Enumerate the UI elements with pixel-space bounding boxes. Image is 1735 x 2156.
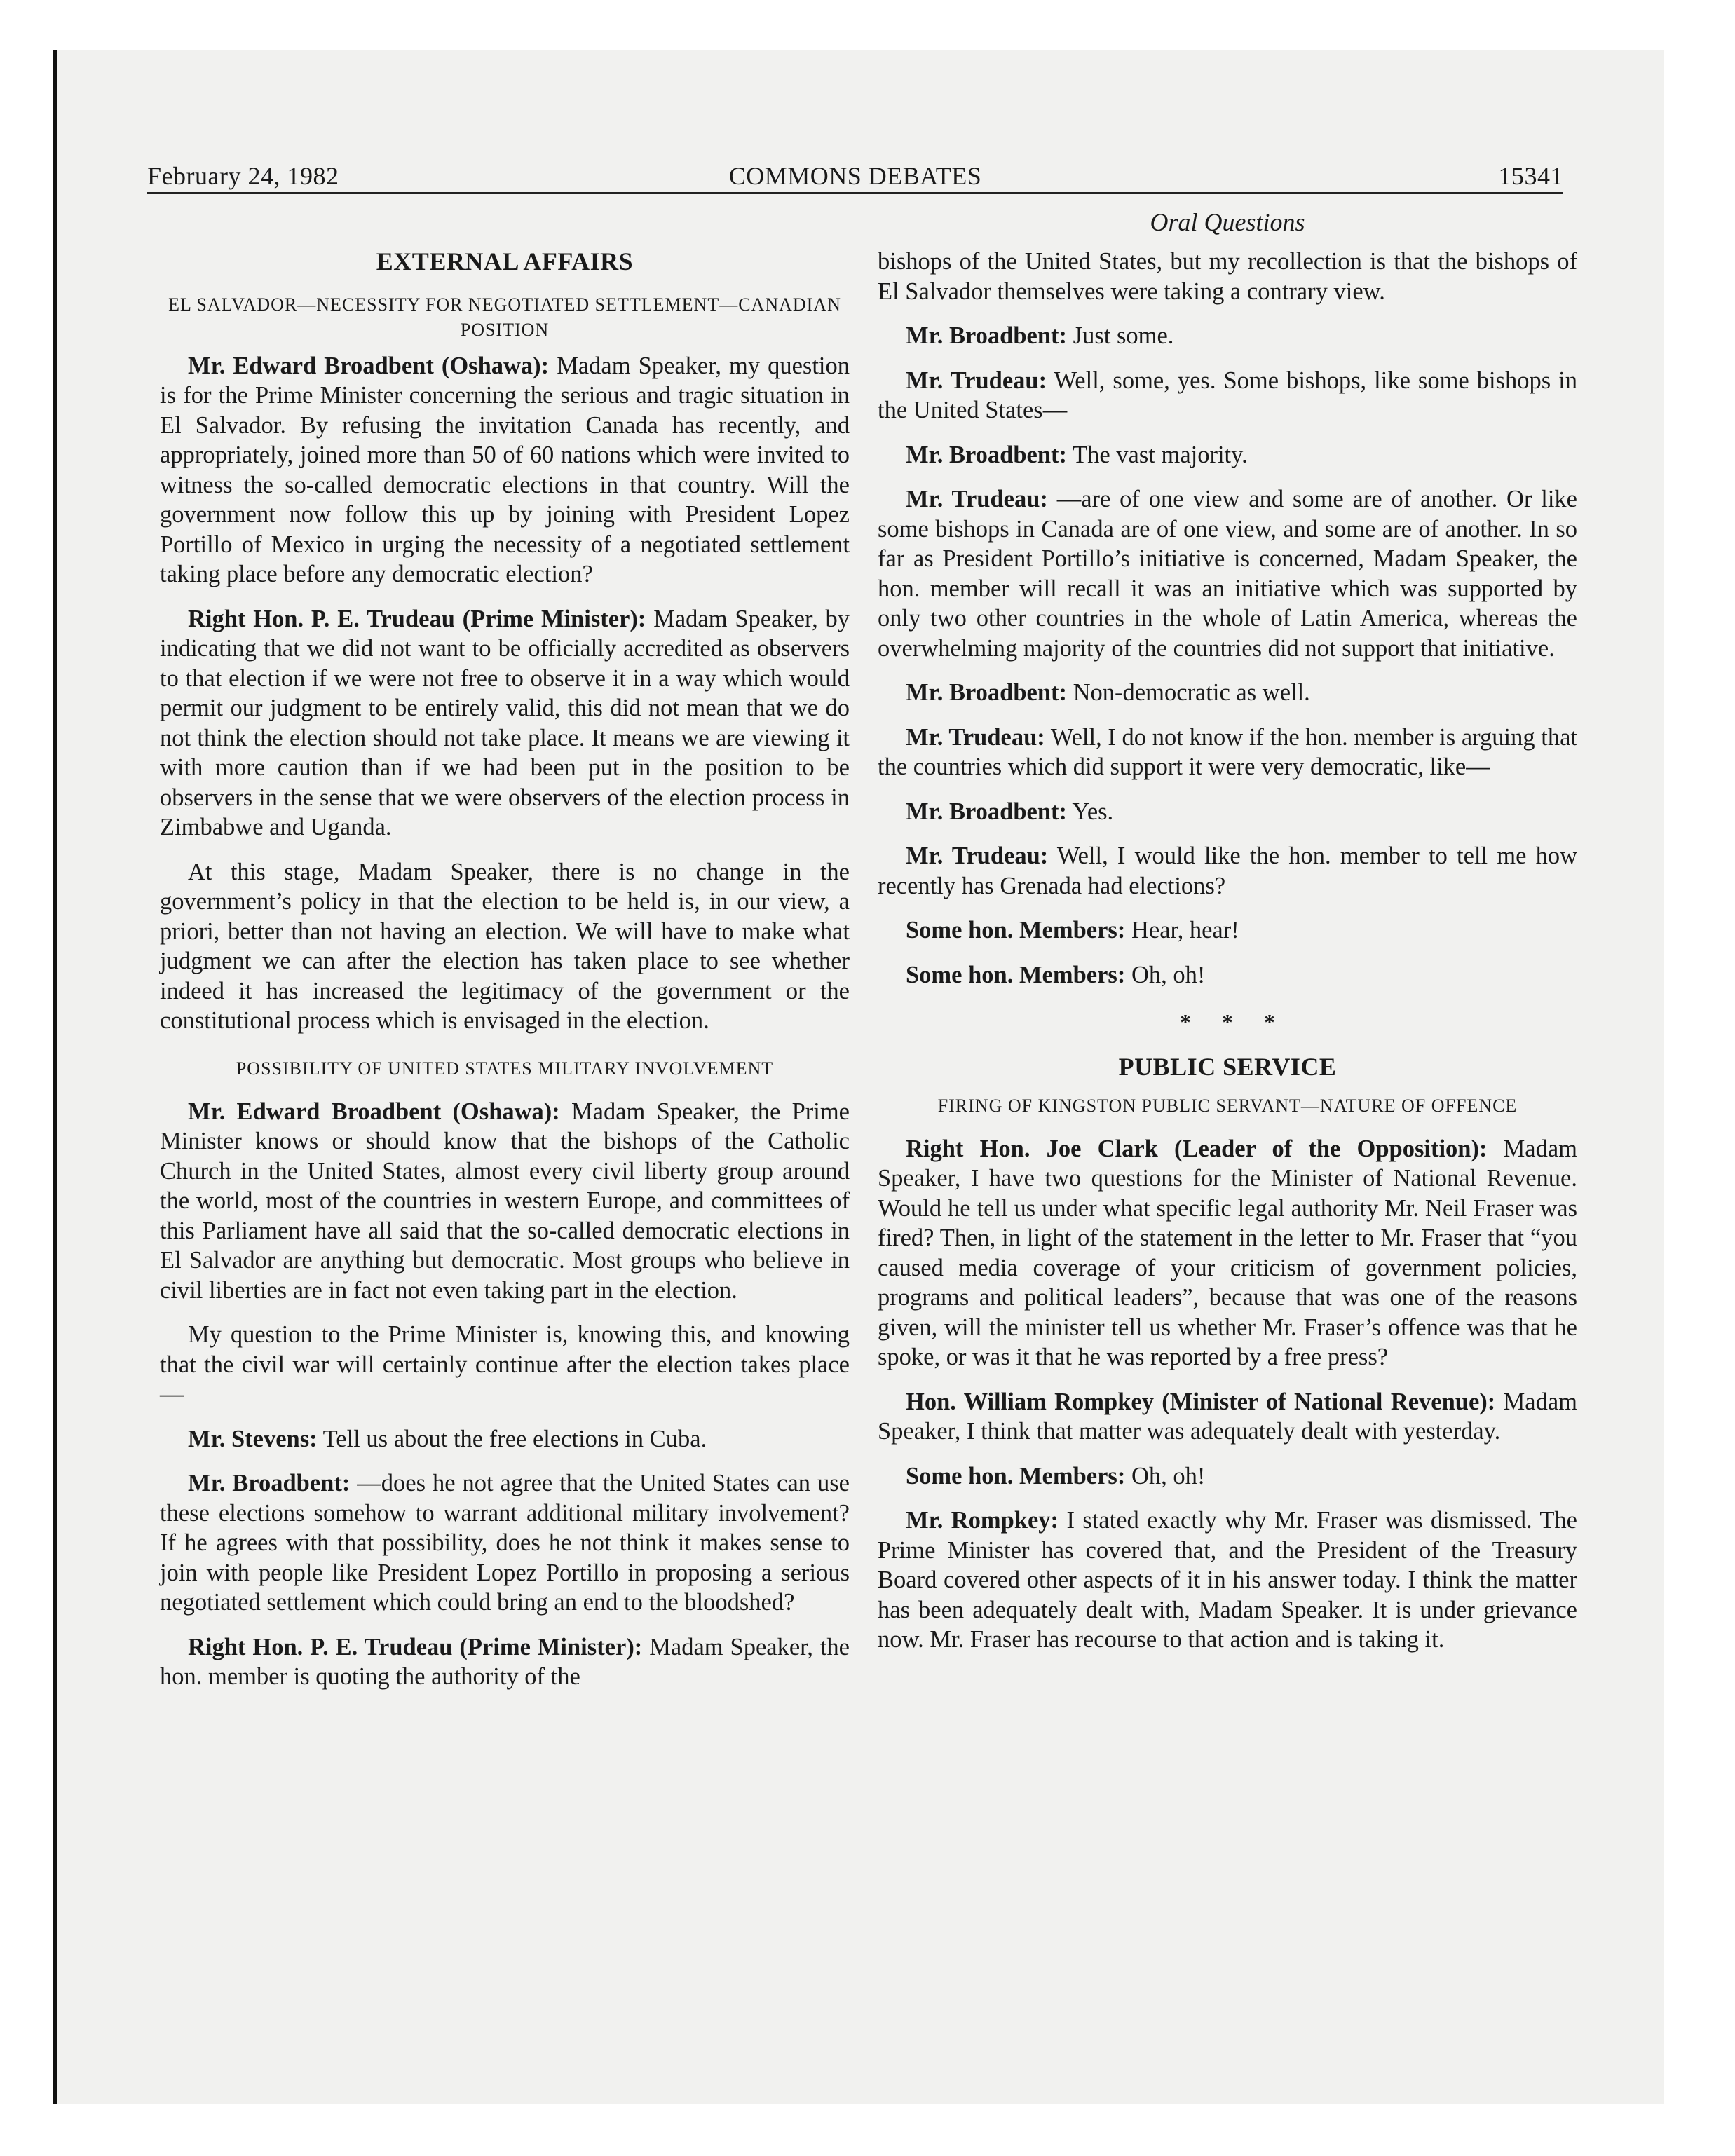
right-column: [878, 199, 1577, 1670]
section-title-public-service: PUBLIC SERVICE: [1118, 1053, 1337, 1081]
speaker-name: Mr. Trudeau:: [906, 367, 1047, 394]
header-publication: COMMONS DEBATES: [728, 162, 982, 190]
subheading-el-salvador: EL SALVADOR—NECESSITY FOR NEGOTIATED SETTLEMENT—CANADIAN POSITION: [168, 294, 841, 340]
speech-text: I stated exactly why Mr. Fraser was dismissed. The Prime Minister has covered that, and the President of the Treasury Board covered other aspects of it in his answer today. I think the matter has been adequately dealt with, Madam Speaker. It is under grievance now. Mr. Fraser has recourse to that action and is taking it.: [878, 1507, 1577, 1653]
speaker-name: Mr. Rompkey:: [906, 1507, 1059, 1534]
section-separator: * * *: [1180, 1009, 1275, 1035]
speech-paragraph: [878, 723, 1577, 782]
speech-paragraph: [878, 321, 1577, 351]
speech-paragraph: [878, 797, 1577, 827]
speech-text: Well, some, yes. Some bishops, like some bishops in the United States—: [878, 367, 1578, 423]
speaker-name: Right Hon. P. E. Trudeau (Prime Minister):: [188, 1633, 643, 1660]
section-title-external-affairs: EXTERNAL AFFAIRS: [376, 247, 634, 275]
speech-paragraph: [878, 484, 1577, 663]
scan-binding-edge: [53, 50, 57, 2104]
header-rule: [147, 192, 1563, 194]
speech-paragraph: [160, 1424, 850, 1454]
speaker-name: Hon. William Rompkey (Minister of National Revenue):: [906, 1388, 1496, 1415]
speech-text: Well, I do not know if the hon. member is arguing that the countries which did support it were very democratic, like—: [878, 723, 1577, 780]
speech-text: Madam Speaker, I have two questions for the Minister of National Revenue. Would he tell us under what specific legal authority Mr. Neil Fraser was fired? Then, in light of the statement in the letter to Mr. Fraser that “you caused media coverage of your criticism of government policies, programs and political leaders”, because that was one of the reasons given, will the minister tell us whether Mr. Fraser’s offence was that he spoke, or was it that he was reported by a free press?: [878, 1135, 1577, 1370]
speech-text: —does he not agree that the United States can use these elections somehow to warrant additional military involvement? If he agrees with that possibility, does he not think it makes sense to join with people like President Lopez Portillo in proposing a serious negotiated settlement which could bring an end to the bloodshed?: [160, 1470, 850, 1616]
speech-paragraph: [160, 857, 850, 1036]
speech-paragraph: [160, 1468, 850, 1618]
speech-text: Hear, hear!: [1125, 917, 1239, 943]
speaker-name: Right Hon. P. E. Trudeau (Prime Minister):: [188, 605, 646, 632]
speaker-name: Mr. Edward Broadbent (Oshawa):: [188, 352, 550, 379]
speaker-name: Mr. Broadbent:: [906, 798, 1068, 825]
speech-paragraph: [878, 247, 1577, 306]
speech-paragraph: [878, 1461, 1577, 1492]
speech-text: Well, I would like the hon. member to tell me how recently has Grenada had elections?: [878, 842, 1577, 899]
speaker-name: Mr. Broadbent:: [188, 1470, 351, 1496]
speaker-name: Mr. Edward Broadbent (Oshawa):: [188, 1098, 560, 1125]
speaker-name: Mr. Broadbent:: [906, 441, 1068, 468]
speech-paragraph: [878, 440, 1577, 470]
header-page-number: 15341: [1498, 162, 1563, 190]
speech-paragraph: [878, 1506, 1577, 1655]
speech-text: Madam Speaker, my question is for the Prime Minister concerning the serious and tragic situation in El Salvador. By refusing the invitation Canada has recently, and appropriately, joined more than 50 of 60 nations which were invited to witness the so-called democratic elections in that country. Will the government now follow this up by joining with President Lopez Portillo of Mexico in urging the necessity of a negotiated settlement taking place before any democratic election?: [160, 352, 850, 587]
speech-text: The vast majority.: [1067, 441, 1248, 468]
speech-text: My question to the Prime Minister is, knowing this, and knowing that the civil war will certainly continue after the election takes place—: [160, 1321, 850, 1407]
speech-paragraph: [878, 1134, 1577, 1372]
speech-paragraph: [878, 960, 1577, 990]
speech-paragraph: [160, 1320, 850, 1410]
speaker-name: Mr. Trudeau:: [906, 486, 1048, 512]
speech-text: bishops of the United States, but my recollection is that the bishops of El Salvador themselves were taking a contrary view.: [878, 248, 1577, 305]
speech-text: Just some.: [1067, 322, 1174, 349]
speech-paragraph: [160, 351, 850, 589]
speech-text: Yes.: [1067, 798, 1114, 825]
header-date: February 24, 1982: [147, 162, 339, 190]
speaker-name: Mr. Stevens:: [188, 1425, 318, 1452]
speech-text: Tell us about the free elections in Cuba.: [317, 1425, 707, 1452]
speaker-name: Mr. Broadbent:: [906, 322, 1068, 349]
speech-text: —are of one view and some are of another. Or like some bishops in Canada are of one view, and some are of another. In so far as President Portillo’s initiative is concerned, Madam Speaker, the hon. member will recall it was an initiative which was supported by only two other countries in the whole of Latin America, whereas the overwhelming majority of the countries did not support that initiative.: [878, 486, 1577, 662]
speech-text: Madam Speaker, I think that matter was adequately dealt with yesterday.: [878, 1388, 1577, 1445]
speaker-name: Some hon. Members:: [906, 917, 1126, 943]
speech-text: Oh, oh!: [1125, 961, 1206, 988]
speech-text: At this stage, Madam Speaker, there is no change in the government’s policy in that the election to be held is, in our view, a priori, better than not having an election. We will have to make what judgment we can after the election has taken place to see whether indeed it has increased the legitimacy of the government or the constitutional process which is envisaged in the election.: [160, 858, 850, 1034]
speaker-name: Mr. Broadbent:: [906, 679, 1068, 706]
speech-paragraph: [878, 366, 1577, 425]
speech-paragraph: [160, 1632, 850, 1692]
speech-paragraph: [160, 1097, 850, 1306]
speech-text: Madam Speaker, by indicating that we did not want to be officially accredited as observers to that election if we were not free to observe it in a way which would permit our judgment to be entirely valid, this did not mean that we do not think the election should not take place. It means we are viewing it with more caution than if we had been put in the position to be observers in the sense that we were observers of the election process in Zimbabwe and Uganda.: [160, 605, 850, 840]
speech-paragraph: [878, 678, 1577, 708]
running-head: Oral Questions: [1150, 208, 1305, 236]
speech-text: Non-democratic as well.: [1067, 679, 1310, 706]
subheading-us-military: POSSIBILITY OF UNITED STATES MILITARY INVOLVEMENT: [236, 1058, 774, 1079]
speaker-name: Right Hon. Joe Clark (Leader of the Opposition):: [906, 1135, 1488, 1162]
speech-paragraph: [878, 841, 1577, 901]
speech-text: Oh, oh!: [1125, 1462, 1206, 1489]
speech-paragraph: [878, 915, 1577, 946]
speaker-name: Mr. Trudeau:: [906, 842, 1049, 869]
speech-paragraph: [878, 1387, 1577, 1447]
speaker-name: Some hon. Members:: [906, 961, 1126, 988]
speaker-name: Some hon. Members:: [906, 1462, 1126, 1489]
speech-paragraph: [160, 604, 850, 842]
speaker-name: Mr. Trudeau:: [906, 723, 1045, 751]
speech-text: Madam Speaker, the Prime Minister knows or should know that the bishops of the Catholic Church in the United States, almost every civil liberty group around the world, most of the countries in western Europe, and committees of this Parliament have all said that the so-called democratic elections in El Salvador are anything but democratic. Most groups who believe in civil liberties are in fact not even taking part in the election.: [160, 1098, 850, 1304]
page-header: [147, 154, 1563, 193]
subheading-kingston: FIRING OF KINGSTON PUBLIC SERVANT—NATURE OF OFFENCE: [937, 1095, 1518, 1116]
left-column: [160, 199, 850, 1707]
speech-text: Madam Speaker, the hon. member is quoting the authority of the: [160, 1633, 850, 1690]
